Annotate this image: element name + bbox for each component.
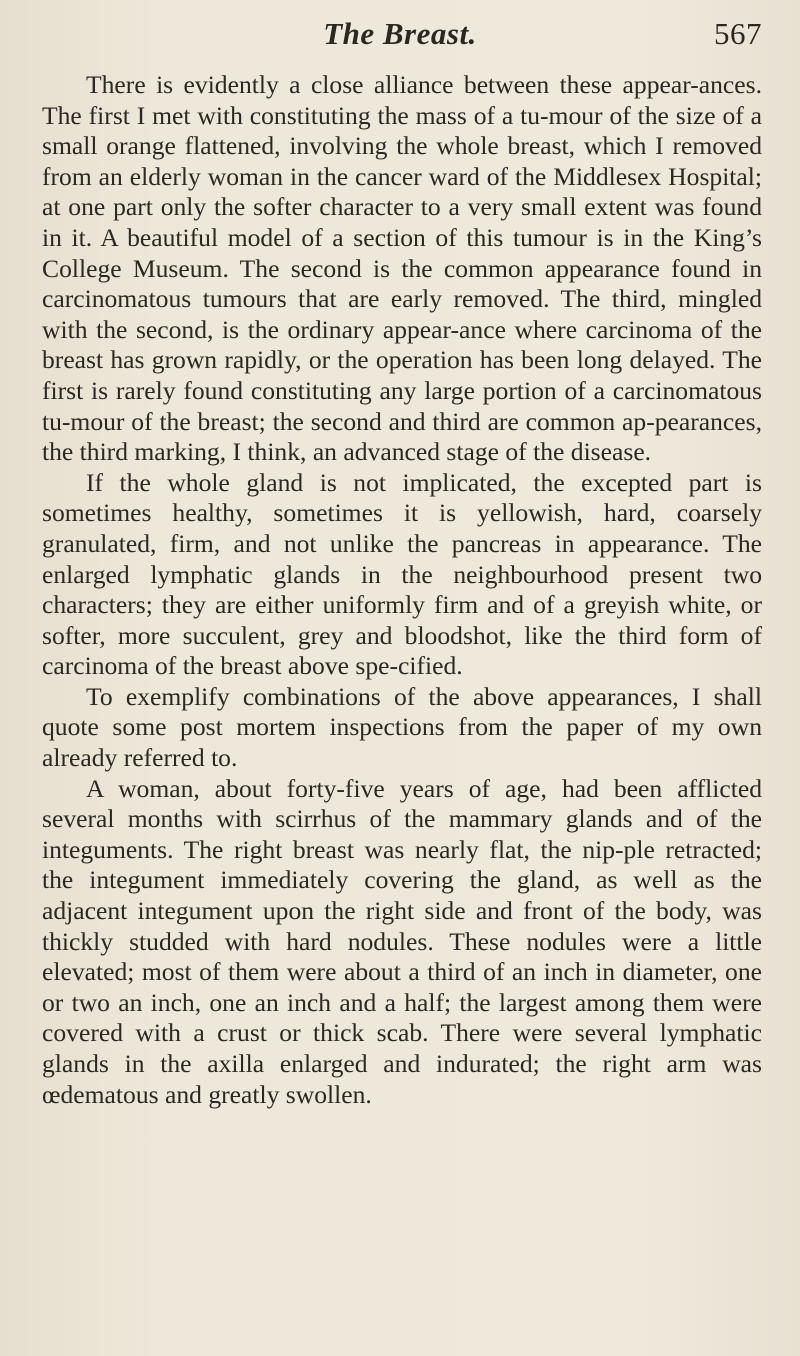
running-title: The Breast. <box>323 16 477 51</box>
paragraph: There is evidently a close alliance between these appear-ances. The first I met with constituting the mass of a tu-mour of the size of a small orange flattened, involving the whole breast, which I removed from an elderly woman in the cancer ward of the Middlesex Hospital; at one part only the softer character to a very small extent was found in it. A beautiful model of a section of this tumour is in the King’s College Museum. The second is the common appearance found in carcinomatous tumours that are early removed. The third, mingled with the second, is the ordinary appear-ance where carcinoma of the breast has grown rapidly, or the operation has been long delayed. The first is rarely found constituting any large portion of a carcinomatous tu-mour of the breast; the second and third are common ap-pearances, the third marking, I think, an advanced stage of the disease. <box>42 70 762 467</box>
paragraph: If the whole gland is not implicated, the excepted part is sometimes healthy, sometimes it is yellowish, hard, coarsely granulated, firm, and not unlike the pancreas in appearance. The enlarged lymphatic glands in the neighbourhood present two characters; they are either uniformly firm and of a greyish white, or softer, more succulent, grey and bloodshot, like the third form of carcinoma of the breast above spe-cified. <box>42 467 762 681</box>
paragraph: To exemplify combinations of the above appearances, I shall quote some post mortem inspections from the paper of my own already referred to. <box>42 681 762 773</box>
page-number: 567 <box>714 16 762 51</box>
paragraph: A woman, about forty-five years of age, had been afflicted several months with scirrhus of the mammary glands and of the integuments. The right breast was nearly flat, the nip-ple retracted; the integument immediately covering the gland, as well as the adjacent integument upon the right side and front of the body, was thickly studded with hard nodules. These nodules were a little elevated; most of them were about a third of an inch in diameter, one or two an inch, one an inch and a half; the largest among them were covered with a crust or thick scab. There were several lymphatic glands in the axilla enlarged and indurated; the right arm was œdematous and greatly swollen. <box>42 773 762 1109</box>
body-text <box>42 70 762 1110</box>
running-head <box>0 0 800 60</box>
